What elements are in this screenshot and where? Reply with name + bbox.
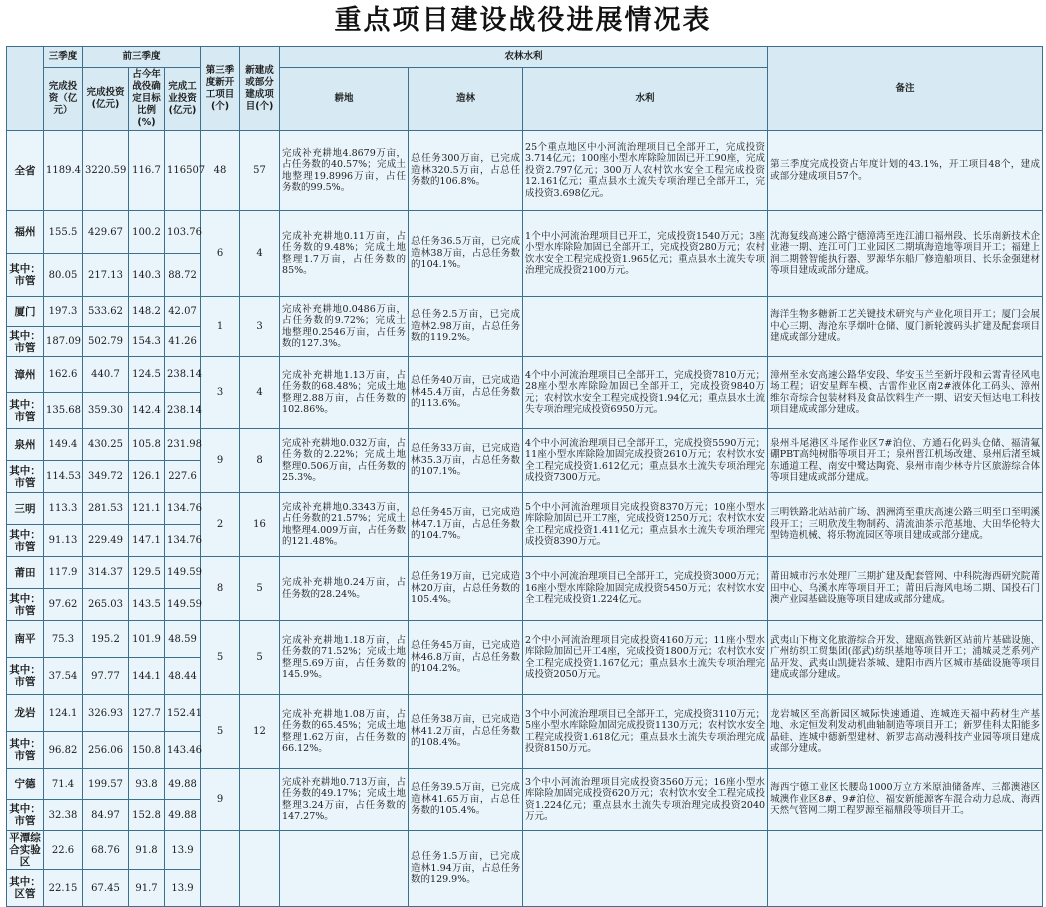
first3-industrial-value: 116507 (165, 131, 201, 211)
region-name: 其中：市管 (7, 327, 44, 357)
region-name: 福州 (7, 211, 44, 254)
built-projects-value: 4 (240, 357, 280, 429)
q3-invest-value: 113.3 (44, 493, 83, 525)
first3-ratio-value: 101.9 (129, 621, 165, 658)
first3-invest-value: 68.76 (83, 831, 129, 870)
first3-invest-value: 502.79 (83, 327, 129, 357)
built-projects-value: 57 (240, 131, 280, 211)
q3-invest-value: 97.62 (44, 589, 83, 621)
water-text (523, 831, 768, 907)
first3-ratio-value: 100.2 (129, 211, 165, 254)
q3-invest-value: 114.53 (44, 461, 83, 493)
forestry-text: 总任务2.5万亩，已完成造林2.98万亩，占总任务数的119.2%。 (409, 297, 523, 357)
table-row (7, 557, 1043, 589)
page-title: 重点项目建设战役进展情况表 (334, 5, 712, 36)
farmland-text: 完成补充耕地0.11万亩，占任务数的9.48%；完成土地整理1.7万亩，占任务数的85%。 (280, 211, 409, 297)
first3-ratio-value: 147.1 (129, 525, 165, 557)
first3-invest-value: 229.49 (83, 525, 129, 557)
forestry-text: 总任务45万亩，已完成造林46.8万亩，占总任务数的104.2%。 (409, 621, 523, 695)
first3-invest-value: 440.7 (83, 357, 129, 393)
forestry-text: 总任务36.5万亩，已完成造林38万亩，占总任务数的104.1%。 (409, 211, 523, 297)
first3-ratio-value: 150.8 (129, 732, 165, 769)
water-text: 3个中小河流治理项目已全部开工，完成投资3110万元；5座小型水库除险加固完成投资1130万元；农村饮水安全工程完成投资1.618亿元；重点县水土流失专项治理完成投资8150万元。 (523, 695, 768, 769)
region-name: 其中：市管 (7, 461, 44, 493)
forestry-text: 总任务39.5万亩，已完成造林41.65万亩，占总任务数的105.4%。 (409, 769, 523, 831)
built-projects-value: 4 (240, 211, 280, 297)
remarks-text: 武夷山下梅文化旅游综合开发、建瓯高铁新区站前片基础设施、广州纺织工贸集团(邵武)纺织基地等项目开工；浦城灵芝系列产品开发、武夷山凯捷岩茶城、建阳市西片区城市基础设施等项目建成或部分建成。 (768, 621, 1043, 695)
header-first3-ratio: 占今年战役确定目标比例(%) (129, 68, 165, 131)
new-projects-value: 5 (201, 621, 240, 695)
first3-industrial-value: 238.14 (165, 357, 201, 393)
forestry-text: 总任务1.5万亩，已完成造林1.94万亩，占总任务数的129.9%。 (409, 831, 523, 907)
first3-invest-value: 217.13 (83, 254, 129, 297)
region-name: 宁德 (7, 769, 44, 800)
table-row (7, 357, 1043, 393)
q3-invest-value: 22.15 (44, 870, 83, 907)
first3-ratio-value: 91.7 (129, 870, 165, 907)
first3-ratio-value: 152.8 (129, 800, 165, 831)
first3-invest-value: 430.25 (83, 429, 129, 461)
new-projects-value (201, 831, 240, 907)
water-text: 2个中小河流治理项目完成投资4160万元；11座小型水库除险加固已开工4座，完成投资1800万元；农村饮水安全工程完成投资1.167亿元；重点县水土流失专项治理完成投资2050万元。 (523, 621, 768, 695)
water-text: 3个中小河流治理项目已全部开工，完成投资3000万元；16座小型水库除险加固完成投资5450万元；农村饮水安全工程完成投资1.224亿元。 (523, 557, 768, 621)
region-name: 其中：市管 (7, 254, 44, 297)
first3-invest-value: 67.45 (83, 870, 129, 907)
header-first3-group: 前三季度 (83, 47, 201, 68)
region-name: 泉州 (7, 429, 44, 461)
first3-ratio-value: 126.1 (129, 461, 165, 493)
q3-invest-value: 91.13 (44, 525, 83, 557)
first3-industrial-value: 134.76 (165, 525, 201, 557)
header-built-projects: 新建成或部分建成项目(个) (240, 47, 280, 131)
first3-industrial-value: 143.46 (165, 732, 201, 769)
first3-invest-value: 3220.59 (83, 131, 129, 211)
first3-industrial-value: 13.9 (165, 831, 201, 870)
first3-industrial-value: 41.26 (165, 327, 201, 357)
water-text: 4个中小河流治理项目已全部开工，完成投资5590万元；11座小型水库除险加固完成投资2610万元；农村饮水安全工程完成投资1.612亿元；重点县水土流失专项治理完成投资7300万元。 (523, 429, 768, 493)
first3-ratio-value: 142.4 (129, 393, 165, 429)
first3-invest-value: 265.03 (83, 589, 129, 621)
table-body (7, 131, 1043, 907)
first3-ratio-value: 144.1 (129, 658, 165, 695)
q3-invest-value: 1189.4 (44, 131, 83, 211)
first3-ratio-value: 148.2 (129, 297, 165, 327)
new-projects-value: 3 (201, 357, 240, 429)
region-name: 其中：市管 (7, 525, 44, 557)
header-remarks: 备注 (768, 47, 1043, 131)
first3-industrial-value: 88.72 (165, 254, 201, 297)
first3-ratio-value: 154.3 (129, 327, 165, 357)
new-projects-value: 8 (201, 557, 240, 621)
header-q3-new-projects: 第三季度新开工项目(个) (201, 47, 240, 131)
farmland-text (280, 831, 409, 907)
first3-ratio-value: 105.8 (129, 429, 165, 461)
first3-industrial-value: 103.76 (165, 211, 201, 254)
q3-invest-value: 22.6 (44, 831, 83, 870)
first3-ratio-value: 140.3 (129, 254, 165, 297)
table-header (7, 47, 1043, 131)
q3-invest-value: 197.3 (44, 297, 83, 327)
q3-invest-value: 162.6 (44, 357, 83, 393)
region-name: 南平 (7, 621, 44, 658)
header-first3-industrial: 完成工业投资(亿元) (165, 68, 201, 131)
farmland-text: 完成补充耕地1.08万亩，占任务数的65.45%；完成土地整理1.62万亩，占任务数的66.12%。 (280, 695, 409, 769)
first3-invest-value: 314.37 (83, 557, 129, 589)
built-projects-value (240, 831, 280, 907)
region-name: 其中：市管 (7, 658, 44, 695)
q3-invest-value: 124.1 (44, 695, 83, 732)
built-projects-value (240, 769, 280, 831)
water-text: 3个中小河流治理项目完成投资3560万元；16座小型水库除险加固完成投资620万元；农村饮水安全工程完成投资1.224亿元；重点县水土流失专项治理完成投资2040万元。 (523, 769, 768, 831)
built-projects-value: 12 (240, 695, 280, 769)
q3-invest-value: 37.54 (44, 658, 83, 695)
first3-industrial-value: 48.44 (165, 658, 201, 695)
q3-invest-value: 155.5 (44, 211, 83, 254)
header-region (7, 47, 44, 131)
q3-invest-value: 96.82 (44, 732, 83, 769)
first3-industrial-value: 134.76 (165, 493, 201, 525)
new-projects-value: 9 (201, 769, 240, 831)
q3-invest-value: 135.68 (44, 393, 83, 429)
table-row (7, 429, 1043, 461)
q3-invest-value: 71.4 (44, 769, 83, 800)
new-projects-value: 6 (201, 211, 240, 297)
first3-invest-value: 84.97 (83, 800, 129, 831)
table-row (7, 769, 1043, 800)
built-projects-value: 5 (240, 621, 280, 695)
first3-industrial-value: 149.59 (165, 557, 201, 589)
first3-ratio-value: 143.5 (129, 589, 165, 621)
table-row (7, 831, 1043, 870)
region-name: 龙岩 (7, 695, 44, 732)
remarks-text (768, 831, 1043, 907)
first3-invest-value: 359.30 (83, 393, 129, 429)
first3-industrial-value: 13.9 (165, 870, 201, 907)
table-row (7, 695, 1043, 732)
farmland-text: 完成补充耕地0.24万亩，占任务数的28.24%。 (280, 557, 409, 621)
q3-invest-value: 32.38 (44, 800, 83, 831)
first3-ratio-value: 91.8 (129, 831, 165, 870)
remarks-text: 漳州至永安高速公路华安段、华安玉兰至新圩段和云霄青径风电场工程；诏安星辉车模、古雷作业区南2#液体化工码头、漳州维尔奇综合包装材料及食品饮料生产一期、诏安天恒达电工科技项目建成或部分建成。 (768, 357, 1043, 429)
table-row (7, 131, 1043, 211)
region-name: 其中：市管 (7, 732, 44, 769)
new-projects-value: 1 (201, 297, 240, 357)
new-projects-value: 48 (201, 131, 240, 211)
region-name: 全省 (7, 131, 44, 211)
built-projects-value: 16 (240, 493, 280, 557)
first3-invest-value: 326.93 (83, 695, 129, 732)
remarks-text: 龙岩城区至高新园区城际快速通道、连城连天福中药材生产基地、永定恒发利发动机曲轴制造等项目开工；新罗佳科太阳能多晶硅、连城中德新型建材、新罗志高动漫科技产业园等项目建成或部分建成。 (768, 695, 1043, 769)
first3-invest-value: 256.06 (83, 732, 129, 769)
first3-industrial-value: 238.14 (165, 393, 201, 429)
region-name: 漳州 (7, 357, 44, 393)
built-projects-value: 8 (240, 429, 280, 493)
q3-invest-value: 187.09 (44, 327, 83, 357)
water-text: 25个重点地区中小河流治理项目已全部开工，完成投资3.714亿元；100座小型水库除险加固已开工90座，完成投资2.797亿元；300万人农村饮水安全工程完成投资12.161亿元；重点县水土流失专项治理已全部开工，完成投资3.698亿元。 (523, 131, 768, 211)
q3-invest-value: 75.3 (44, 621, 83, 658)
header-forestry: 造林 (409, 68, 523, 131)
farmland-text: 完成补充耕地0.3343万亩，占任务数的21.57%；完成土地整理4.009万亩，占任务数的121.48%。 (280, 493, 409, 557)
first3-invest-value: 199.57 (83, 769, 129, 800)
first3-industrial-value: 48.59 (165, 621, 201, 658)
built-projects-value: 5 (240, 557, 280, 621)
forestry-text: 总任务19万亩，已完成造林20万亩，占总任务数的105.4%。 (409, 557, 523, 621)
built-projects-value: 3 (240, 297, 280, 357)
remarks-text: 三明铁路北站站前广场、泗洲湾至重庆高速公路三明至口至明溪段开工；三明欣茂生物制药、清流油茶示范基地、大田华伦特大型铸造机械、将乐物流园区等项目建成或部分建成。 (768, 493, 1043, 557)
header-agri-group: 农林水利 (280, 47, 768, 68)
remarks-text: 海洋生物多糖新工艺关键技术研究与产业化项目开工；厦门会展中心三期、海沧东孚烟叶仓储、厦门新轮渡码头扩建及配套项目建成或部分建成。 (768, 297, 1043, 357)
forestry-text: 总任务300万亩，已完成造林320.5万亩，占总任务数的106.8%。 (409, 131, 523, 211)
first3-ratio-value: 121.1 (129, 493, 165, 525)
first3-ratio-value: 116.7 (129, 131, 165, 211)
first3-ratio-value: 129.5 (129, 557, 165, 589)
farmland-text: 完成补充耕地0.032万亩，占任务数的2.22%；完成土地整理0.506万亩，占任务数的25.3%。 (280, 429, 409, 493)
header-farmland: 耕地 (280, 68, 409, 131)
first3-ratio-value: 93.8 (129, 769, 165, 800)
region-name: 其中：区管 (7, 870, 44, 907)
water-text: 4个中小河流治理项目已全部开工，完成投资7810万元；28座小型水库除险加固已全部开工，完成投资9840万元；农村饮水安全工程完成投资1.94亿元；重点县水土流失专项治理完成投资6950万元。 (523, 357, 768, 429)
first3-invest-value: 349.72 (83, 461, 129, 493)
forestry-text: 总任务45万亩，已完成造林47.1万亩，占总任务数的104.7%。 (409, 493, 523, 557)
water-text (523, 297, 768, 357)
header-q3-invest: 完成投资（亿元） (44, 68, 83, 131)
forestry-text: 总任务40万亩，已完成造林45.4万亩，占总任务数的113.6%。 (409, 357, 523, 429)
region-name: 其中：市管 (7, 589, 44, 621)
region-name: 其中：市管 (7, 800, 44, 831)
region-name: 其中：市管 (7, 393, 44, 429)
region-name: 平潭综合实验区 (7, 831, 44, 870)
remarks-text: 泉州斗尾港区斗尾作业区7#泊位、方通石化码头仓储、福清氟硼PBT高纯树脂等项目开工；泉州晋江机场改建、泉州后渚至城东通道工程、南安中鹭达陶瓷、泉州市南少林寺片区旅游综合体等项目建成或部分建成。 (768, 429, 1043, 493)
first3-ratio-value: 124.5 (129, 357, 165, 393)
first3-industrial-value: 42.07 (165, 297, 201, 327)
first3-invest-value: 195.2 (83, 621, 129, 658)
first3-industrial-value: 227.6 (165, 461, 201, 493)
first3-invest-value: 533.62 (83, 297, 129, 327)
farmland-text: 完成补充耕地0.0486万亩，占任务数的9.72%；完成土地整理0.2546万亩，占任务数的127.3%。 (280, 297, 409, 357)
region-name: 厦门 (7, 297, 44, 327)
farmland-text: 完成补充耕地1.18万亩，占任务数的71.52%；完成土地整理5.69万亩，占任务数的145.9%。 (280, 621, 409, 695)
table-row (7, 297, 1043, 327)
water-text: 1个中小河流治理项目已开工，完成投资1540万元；3座小型水库除险加固已全部开工，完成投资280万元；农村饮水安全工程完成投资1.965亿元；重点县水土流失专项治理完成投资2100万元。 (523, 211, 768, 297)
water-text: 5个中小河流治理项目完成投资8370万元；10座小型水库除险加固已开工7座，完成投资1250万元；农村饮水安全工程完成投资1.411亿元；重点县水土流失专项治理完成投资8390万元。 (523, 493, 768, 557)
table-row (7, 493, 1043, 525)
table-row (7, 621, 1043, 658)
first3-industrial-value: 49.88 (165, 769, 201, 800)
q3-invest-value: 80.05 (44, 254, 83, 297)
first3-ratio-value: 127.7 (129, 695, 165, 732)
first3-industrial-value: 49.88 (165, 800, 201, 831)
first3-invest-value: 429.67 (83, 211, 129, 254)
new-projects-value: 5 (201, 695, 240, 769)
header-water: 水利 (523, 68, 768, 131)
region-name: 莆田 (7, 557, 44, 589)
new-projects-value: 2 (201, 493, 240, 557)
header-first3-invest: 完成投资(亿元) (83, 68, 129, 131)
remarks-text: 第三季度完成投资占年度计划的43.1%，开工项目48个，建成或部分建成项目57个。 (768, 131, 1043, 211)
first3-industrial-value: 152.41 (165, 695, 201, 732)
farmland-text: 完成补充耕地1.13万亩，占任务数的68.48%；完成土地整理2.88万亩，占任务数的102.86%。 (280, 357, 409, 429)
first3-industrial-value: 149.59 (165, 589, 201, 621)
first3-invest-value: 97.77 (83, 658, 129, 695)
new-projects-value: 9 (201, 429, 240, 493)
forestry-text: 总任务38万亩，已完成造林41.2万亩，占总任务数的108.4%。 (409, 695, 523, 769)
header-q3-group: 三季度 (44, 47, 83, 68)
remarks-text: 沈海复线高速公路宁德漳湾至连江浦口福州段、长乐南新技术企业港一期、连江可门工业园区二期填海造地等项目开工；福建上润二期營智能执行器、罗源华东船厂修造船项目、长乐金强建材等项目建成或部分建成。 (768, 211, 1043, 297)
region-name: 三明 (7, 493, 44, 525)
farmland-text: 完成补充耕地4.8679万亩，占任务数的40.57%；完成土地整理19.8996万亩，占任务数的99.5%。 (280, 131, 409, 211)
q3-invest-value: 117.9 (44, 557, 83, 589)
first3-industrial-value: 231.98 (165, 429, 201, 461)
table-row (7, 211, 1043, 254)
forestry-text: 总任务33万亩，已完成造林35.3万亩，占总任务数的107.1%。 (409, 429, 523, 493)
remarks-text: 莆田城市污水处理厂三期扩建及配套管网、中科院海西研究院莆田中心、乌溪水库等项目开工；莆田后海风电场二期、国投石门澳产业园基础设施等项目建成或部分建成。 (768, 557, 1043, 621)
q3-invest-value: 149.4 (44, 429, 83, 461)
farmland-text: 完成补充耕地0.713万亩，占任务数的49.17%；完成土地整理3.24万亩，占任务数的147.27%。 (280, 769, 409, 831)
remarks-text: 海西宁德工业区长腰岛1000万立方米原油储备库、三都澳港区城澳作业区8#、9#泊位、福安新能源客车混合动力总成、海西天然气管网二期工程罗源至福鼎段等项目开工。 (768, 769, 1043, 831)
progress-table (6, 46, 1043, 907)
first3-invest-value: 281.53 (83, 493, 129, 525)
